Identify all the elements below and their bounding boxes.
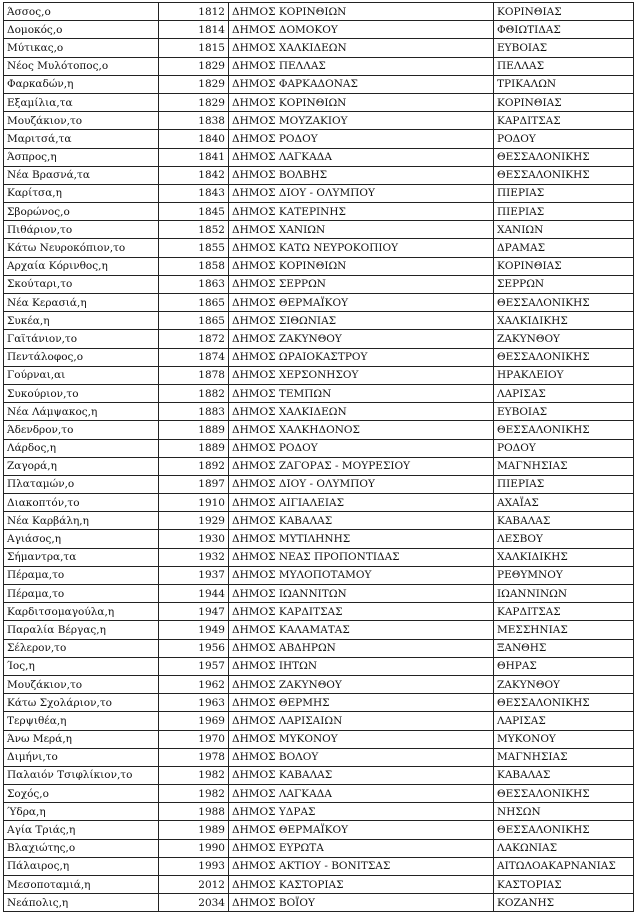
cell-prefecture: ΙΩΑΝΝΙΝΩΝ — [494, 585, 634, 603]
cell-prefecture: ΣΕΡΡΩΝ — [494, 275, 634, 293]
cell-settlement-name: Παραλία Βέργας,η — [4, 621, 159, 639]
cell-settlement-name: Άσπρος,η — [4, 148, 159, 166]
cell-settlement-name: Σοχός,ο — [4, 785, 159, 803]
table-row — [4, 494, 634, 512]
table-row — [4, 821, 634, 839]
cell-year: 1815 — [159, 39, 229, 57]
cell-prefecture: ΘΕΣΣΑΛΟΝΙΚΗΣ — [494, 785, 634, 803]
cell-municipality: ΔΗΜΟΣ ΜΥΤΙΛΗΝΗΣ — [229, 530, 494, 548]
table-row — [4, 148, 634, 166]
table-row — [4, 766, 634, 784]
cell-settlement-name: Γούρναι,αι — [4, 366, 159, 384]
cell-year: 1932 — [159, 548, 229, 566]
cell-prefecture: ΗΡΑΚΛΕΙΟΥ — [494, 366, 634, 384]
cell-municipality: ΔΗΜΟΣ ΠΕΛΛΑΣ — [229, 57, 494, 75]
table-row — [4, 384, 634, 402]
cell-settlement-name: Γαϊτάνιον,το — [4, 330, 159, 348]
cell-prefecture: ΠΙΕΡΙΑΣ — [494, 203, 634, 221]
table-row — [4, 57, 634, 75]
table-row — [4, 785, 634, 803]
cell-settlement-name: Σβορώνος,ο — [4, 203, 159, 221]
cell-prefecture: ΛΑΡΙΣΑΣ — [494, 712, 634, 730]
table-row — [4, 603, 634, 621]
cell-prefecture: ΤΡΙΚΑΛΩΝ — [494, 75, 634, 93]
cell-municipality: ΔΗΜΟΣ ΜΟΥΖΑΚΙΟΥ — [229, 112, 494, 130]
cell-municipality: ΔΗΜΟΣ ΧΕΡΣΟΝΗΣΟΥ — [229, 366, 494, 384]
cell-settlement-name: Πλαταμών,ο — [4, 475, 159, 493]
table-row — [4, 312, 634, 330]
cell-municipality: ΔΗΜΟΣ ΚΑΒΑΛΑΣ — [229, 766, 494, 784]
table-row — [4, 221, 634, 239]
cell-municipality: ΔΗΜΟΣ ΙΗΤΩΝ — [229, 657, 494, 675]
cell-year: 1956 — [159, 639, 229, 657]
table-row — [4, 748, 634, 766]
cell-settlement-name: Κάτω Νευροκόπιον,το — [4, 239, 159, 257]
cell-settlement-name: Άσσος,ο — [4, 3, 159, 21]
cell-year: 1957 — [159, 657, 229, 675]
cell-prefecture: ΡΕΘΥΜΝΟΥ — [494, 566, 634, 584]
cell-prefecture: ΕΥΒΟΙΑΣ — [494, 39, 634, 57]
cell-prefecture: ΚΟΡΙΝΘΙΑΣ — [494, 3, 634, 21]
cell-year: 1863 — [159, 275, 229, 293]
cell-settlement-name: Άνω Μερά,η — [4, 730, 159, 748]
cell-settlement-name: Νέα Κερασιά,η — [4, 294, 159, 312]
cell-settlement-name: Φαρκαδών,η — [4, 75, 159, 93]
cell-year: 1937 — [159, 566, 229, 584]
cell-municipality: ΔΗΜΟΣ ΥΔΡΑΣ — [229, 803, 494, 821]
table-row — [4, 512, 634, 530]
cell-settlement-name: Ζαγορά,η — [4, 457, 159, 475]
cell-year: 1812 — [159, 3, 229, 21]
cell-year: 1883 — [159, 403, 229, 421]
cell-municipality: ΔΗΜΟΣ ΖΑΚΥΝΘΟΥ — [229, 330, 494, 348]
table-row — [4, 857, 634, 875]
cell-settlement-name: Πέραμα,το — [4, 566, 159, 584]
table-row — [4, 330, 634, 348]
table-row — [4, 421, 634, 439]
cell-prefecture: ΑΧΑΪΑΣ — [494, 494, 634, 512]
cell-prefecture: ΚΟΡΙΝΘΙΑΣ — [494, 257, 634, 275]
table-row — [4, 475, 634, 493]
cell-prefecture: ΕΥΒΟΙΑΣ — [494, 403, 634, 421]
table-row — [4, 694, 634, 712]
table-row — [4, 166, 634, 184]
cell-municipality: ΔΗΜΟΣ ΧΑΝΙΩΝ — [229, 221, 494, 239]
cell-municipality: ΔΗΜΟΣ ΧΑΛΚΙΔΕΩΝ — [229, 403, 494, 421]
table-row — [4, 730, 634, 748]
cell-settlement-name: Μουζάκιον,το — [4, 112, 159, 130]
cell-settlement-name: Αρχαία Κόρινθος,η — [4, 257, 159, 275]
cell-prefecture: ΠΙΕΡΙΑΣ — [494, 184, 634, 202]
cell-prefecture: ΡΟΔΟΥ — [494, 130, 634, 148]
cell-year: 1829 — [159, 75, 229, 93]
cell-settlement-name: Διμήνι,το — [4, 748, 159, 766]
cell-municipality: ΔΗΜΟΣ ΡΟΔΟΥ — [229, 130, 494, 148]
cell-municipality: ΔΗΜΟΣ ΚΑΒΑΛΑΣ — [229, 512, 494, 530]
cell-year: 2012 — [159, 876, 229, 894]
cell-prefecture: ΘΗΡΑΣ — [494, 657, 634, 675]
cell-year: 1841 — [159, 148, 229, 166]
cell-settlement-name: Λάρδος,η — [4, 439, 159, 457]
table-row — [4, 184, 634, 202]
cell-settlement-name: Εξαμίλια,τα — [4, 93, 159, 111]
table-row — [4, 275, 634, 293]
cell-year: 1969 — [159, 712, 229, 730]
cell-municipality: ΔΗΜΟΣ ΣΕΡΡΩΝ — [229, 275, 494, 293]
table-row — [4, 621, 634, 639]
cell-prefecture: ΚΟΖΑΝΗΣ — [494, 894, 634, 912]
cell-municipality: ΔΗΜΟΣ ΔΙΟΥ - ΟΛΥΜΠΟΥ — [229, 184, 494, 202]
table-row — [4, 803, 634, 821]
cell-settlement-name: Καρίτσα,η — [4, 184, 159, 202]
table-row — [4, 203, 634, 221]
cell-prefecture: ΠΕΛΛΑΣ — [494, 57, 634, 75]
cell-municipality: ΔΗΜΟΣ ΚΟΡΙΝΘΙΩΝ — [229, 257, 494, 275]
cell-settlement-name: Μεσοποταμιά,η — [4, 876, 159, 894]
table-row — [4, 530, 634, 548]
table-row — [4, 39, 634, 57]
cell-settlement-name: Παλαιόν Τσιφλίκιον,το — [4, 766, 159, 784]
cell-settlement-name: Δομοκός,ο — [4, 21, 159, 39]
cell-prefecture: ΚΟΡΙΝΘΙΑΣ — [494, 93, 634, 111]
cell-year: 1865 — [159, 312, 229, 330]
cell-prefecture: ΚΑΒΑΛΑΣ — [494, 512, 634, 530]
cell-settlement-name: Αγιάσος,η — [4, 530, 159, 548]
table-row — [4, 457, 634, 475]
table-row — [4, 548, 634, 566]
cell-prefecture: ΖΑΚΥΝΘΟΥ — [494, 330, 634, 348]
cell-municipality: ΔΗΜΟΣ ΛΑΡΙΣΑΙΩΝ — [229, 712, 494, 730]
cell-settlement-name: Πέραμα,το — [4, 585, 159, 603]
table-row — [4, 675, 634, 693]
cell-settlement-name: Νέα Βρασνά,τα — [4, 166, 159, 184]
cell-municipality: ΔΗΜΟΣ ΜΥΚΟΝΟΥ — [229, 730, 494, 748]
cell-municipality: ΔΗΜΟΣ ΖΑΓΟΡΑΣ - ΜΟΥΡΕΣΙΟΥ — [229, 457, 494, 475]
cell-settlement-name: Ύδρα,η — [4, 803, 159, 821]
cell-prefecture: ΚΑΡΔΙΤΣΑΣ — [494, 112, 634, 130]
cell-prefecture: ΧΑΝΙΩΝ — [494, 221, 634, 239]
cell-prefecture: ΘΕΣΣΑΛΟΝΙΚΗΣ — [494, 294, 634, 312]
cell-year: 1845 — [159, 203, 229, 221]
cell-year: 1889 — [159, 439, 229, 457]
cell-municipality: ΔΗΜΟΣ ΚΑΤΕΡΙΝΗΣ — [229, 203, 494, 221]
cell-year: 1858 — [159, 257, 229, 275]
cell-settlement-name: Πιθάριον,το — [4, 221, 159, 239]
cell-year: 1978 — [159, 748, 229, 766]
cell-year: 1865 — [159, 294, 229, 312]
cell-year: 1855 — [159, 239, 229, 257]
cell-year: 1874 — [159, 348, 229, 366]
cell-settlement-name: Συκέα,η — [4, 312, 159, 330]
cell-year: 2034 — [159, 894, 229, 912]
cell-prefecture: ΡΟΔΟΥ — [494, 439, 634, 457]
cell-municipality: ΔΗΜΟΣ ΒΟΪΟΥ — [229, 894, 494, 912]
cell-municipality: ΔΗΜΟΣ ΧΑΛΚΗΔΟΝΟΣ — [229, 421, 494, 439]
cell-year: 1949 — [159, 621, 229, 639]
cell-year: 1842 — [159, 166, 229, 184]
cell-municipality: ΔΗΜΟΣ ΦΑΡΚΑΔΟΝΑΣ — [229, 75, 494, 93]
table-row — [4, 75, 634, 93]
cell-municipality: ΔΗΜΟΣ ΚΑΤΩ ΝΕΥΡΟΚΟΠΙΟΥ — [229, 239, 494, 257]
cell-municipality: ΔΗΜΟΣ ΑΒΔΗΡΩΝ — [229, 639, 494, 657]
cell-prefecture: ΜΑΓΝΗΣΙΑΣ — [494, 457, 634, 475]
cell-settlement-name: Βλαχιώτης,ο — [4, 839, 159, 857]
table-row — [4, 566, 634, 584]
table-row — [4, 257, 634, 275]
cell-year: 1843 — [159, 184, 229, 202]
cell-settlement-name: Κάτω Σχολάριον,το — [4, 694, 159, 712]
cell-year: 1897 — [159, 475, 229, 493]
cell-year: 1993 — [159, 857, 229, 875]
cell-municipality: ΔΗΜΟΣ ΖΑΚΥΝΘΟΥ — [229, 675, 494, 693]
cell-municipality: ΔΗΜΟΣ ΚΟΡΙΝΘΙΩΝ — [229, 93, 494, 111]
cell-prefecture: ΖΑΚΥΝΘΟΥ — [494, 675, 634, 693]
table-row — [4, 348, 634, 366]
cell-municipality: ΔΗΜΟΣ ΣΙΘΩΝΙΑΣ — [229, 312, 494, 330]
cell-year: 1814 — [159, 21, 229, 39]
cell-prefecture: ΛΑΚΩΝΙΑΣ — [494, 839, 634, 857]
cell-municipality: ΔΗΜΟΣ ΚΑΛΑΜΑΤΑΣ — [229, 621, 494, 639]
cell-prefecture: ΘΕΣΣΑΛΟΝΙΚΗΣ — [494, 166, 634, 184]
cell-municipality: ΔΗΜΟΣ ΘΕΡΜΗΣ — [229, 694, 494, 712]
settlements-table — [3, 2, 634, 912]
cell-municipality: ΔΗΜΟΣ ΚΟΡΙΝΘΙΩΝ — [229, 3, 494, 21]
cell-municipality: ΔΗΜΟΣ ΚΑΣΤΟΡΙΑΣ — [229, 876, 494, 894]
cell-year: 1840 — [159, 130, 229, 148]
cell-year: 1910 — [159, 494, 229, 512]
cell-prefecture: ΝΗΣΩΝ — [494, 803, 634, 821]
cell-municipality: ΔΗΜΟΣ ΡΟΔΟΥ — [229, 439, 494, 457]
cell-settlement-name: Μουζάκιον,το — [4, 675, 159, 693]
cell-year: 1889 — [159, 421, 229, 439]
table-row — [4, 585, 634, 603]
cell-municipality: ΔΗΜΟΣ ΙΩΑΝΝΙΤΩΝ — [229, 585, 494, 603]
cell-municipality: ΔΗΜΟΣ ΔΙΟΥ - ΟΛΥΜΠΟΥ — [229, 475, 494, 493]
cell-settlement-name: Άδενδρον,το — [4, 421, 159, 439]
table-row — [4, 894, 634, 912]
cell-prefecture: ΛΕΣΒΟΥ — [494, 530, 634, 548]
cell-settlement-name: Σήμαντρα,τα — [4, 548, 159, 566]
cell-prefecture: ΜΑΓΝΗΣΙΑΣ — [494, 748, 634, 766]
cell-settlement-name: Διακοπτόν,το — [4, 494, 159, 512]
cell-year: 1947 — [159, 603, 229, 621]
cell-municipality: ΔΗΜΟΣ ΔΟΜΟΚΟΥ — [229, 21, 494, 39]
cell-year: 1929 — [159, 512, 229, 530]
cell-prefecture: ΔΡΑΜΑΣ — [494, 239, 634, 257]
cell-year: 1989 — [159, 821, 229, 839]
cell-settlement-name: Ίος,η — [4, 657, 159, 675]
cell-municipality: ΔΗΜΟΣ ΑΚΤΙΟΥ - ΒΟΝΙΤΣΑΣ — [229, 857, 494, 875]
table-row — [4, 3, 634, 21]
table-row — [4, 403, 634, 421]
cell-prefecture: ΧΑΛΚΙΔΙΚΗΣ — [494, 312, 634, 330]
cell-prefecture: ΜΥΚΟΝΟΥ — [494, 730, 634, 748]
table-row — [4, 639, 634, 657]
cell-municipality: ΔΗΜΟΣ ΒΟΛΟΥ — [229, 748, 494, 766]
cell-municipality: ΔΗΜΟΣ ΛΑΓΚΑΔΑ — [229, 148, 494, 166]
table-row — [4, 130, 634, 148]
cell-year: 1930 — [159, 530, 229, 548]
cell-prefecture: ΧΑΛΚΙΔΙΚΗΣ — [494, 548, 634, 566]
cell-year: 1892 — [159, 457, 229, 475]
table-row — [4, 112, 634, 130]
cell-settlement-name: Νέα Καρβάλη,η — [4, 512, 159, 530]
table-row — [4, 21, 634, 39]
cell-prefecture: ΛΑΡΙΣΑΣ — [494, 384, 634, 402]
table-row — [4, 294, 634, 312]
table-row — [4, 839, 634, 857]
cell-prefecture: ΑΙΤΩΛΟΑΚΑΡΝΑΝΙΑΣ — [494, 857, 634, 875]
cell-year: 1982 — [159, 766, 229, 784]
cell-municipality: ΔΗΜΟΣ ΑΙΓΙΑΛΕΙΑΣ — [229, 494, 494, 512]
cell-municipality: ΔΗΜΟΣ ΧΑΛΚΙΔΕΩΝ — [229, 39, 494, 57]
table-row — [4, 657, 634, 675]
cell-settlement-name: Νέα Λάμψακος,η — [4, 403, 159, 421]
cell-year: 1872 — [159, 330, 229, 348]
cell-year: 1852 — [159, 221, 229, 239]
table-row — [4, 239, 634, 257]
cell-municipality: ΔΗΜΟΣ ΘΕΡΜΑΪΚΟΥ — [229, 821, 494, 839]
cell-settlement-name: Μαριτσά,τα — [4, 130, 159, 148]
cell-year: 1878 — [159, 366, 229, 384]
cell-year: 1990 — [159, 839, 229, 857]
cell-year: 1970 — [159, 730, 229, 748]
cell-year: 1829 — [159, 57, 229, 75]
table-row — [4, 712, 634, 730]
cell-prefecture: ΜΕΣΣΗΝΙΑΣ — [494, 621, 634, 639]
cell-settlement-name: Νεάπολις,η — [4, 894, 159, 912]
cell-municipality: ΔΗΜΟΣ ΤΕΜΠΩΝ — [229, 384, 494, 402]
cell-settlement-name: Καρδιτσομαγούλα,η — [4, 603, 159, 621]
cell-municipality: ΔΗΜΟΣ ΝΕΑΣ ΠΡΟΠΟΝΤΙΔΑΣ — [229, 548, 494, 566]
table-row — [4, 93, 634, 111]
cell-prefecture: ΚΑΡΔΙΤΣΑΣ — [494, 603, 634, 621]
table-row — [4, 439, 634, 457]
cell-prefecture: ΘΕΣΣΑΛΟΝΙΚΗΣ — [494, 694, 634, 712]
cell-prefecture: ΦΘΙΩΤΙΔΑΣ — [494, 21, 634, 39]
cell-year: 1944 — [159, 585, 229, 603]
cell-prefecture: ΘΕΣΣΑΛΟΝΙΚΗΣ — [494, 821, 634, 839]
cell-settlement-name: Σέλερον,το — [4, 639, 159, 657]
cell-municipality: ΔΗΜΟΣ ΚΑΡΔΙΤΣΑΣ — [229, 603, 494, 621]
cell-settlement-name: Πάλαιρος,η — [4, 857, 159, 875]
cell-prefecture: ΚΑΒΑΛΑΣ — [494, 766, 634, 784]
cell-municipality: ΔΗΜΟΣ ΛΑΓΚΑΔΑ — [229, 785, 494, 803]
cell-year: 1962 — [159, 675, 229, 693]
cell-municipality: ΔΗΜΟΣ ΒΟΛΒΗΣ — [229, 166, 494, 184]
cell-settlement-name: Αγία Τριάς,η — [4, 821, 159, 839]
cell-settlement-name: Πεντάλοφος,ο — [4, 348, 159, 366]
cell-year: 1982 — [159, 785, 229, 803]
cell-year: 1963 — [159, 694, 229, 712]
cell-prefecture: ΠΙΕΡΙΑΣ — [494, 475, 634, 493]
cell-year: 1882 — [159, 384, 229, 402]
table-body — [4, 3, 634, 912]
cell-municipality: ΔΗΜΟΣ ΕΥΡΩΤΑ — [229, 839, 494, 857]
cell-year: 1829 — [159, 93, 229, 111]
cell-settlement-name: Συκούριον,το — [4, 384, 159, 402]
cell-year: 1838 — [159, 112, 229, 130]
table-row — [4, 366, 634, 384]
table-row — [4, 876, 634, 894]
cell-municipality: ΔΗΜΟΣ ΩΡΑΙΟΚΑΣΤΡΟΥ — [229, 348, 494, 366]
cell-prefecture: ΘΕΣΣΑΛΟΝΙΚΗΣ — [494, 148, 634, 166]
cell-settlement-name: Μύτικας,ο — [4, 39, 159, 57]
cell-prefecture: ΞΑΝΘΗΣ — [494, 639, 634, 657]
cell-municipality: ΔΗΜΟΣ ΜΥΛΟΠΟΤΑΜΟΥ — [229, 566, 494, 584]
cell-municipality: ΔΗΜΟΣ ΘΕΡΜΑΪΚΟΥ — [229, 294, 494, 312]
cell-settlement-name: Τερψιθέα,η — [4, 712, 159, 730]
cell-prefecture: ΘΕΣΣΑΛΟΝΙΚΗΣ — [494, 348, 634, 366]
cell-prefecture: ΘΕΣΣΑΛΟΝΙΚΗΣ — [494, 421, 634, 439]
cell-settlement-name: Σκούταρι,το — [4, 275, 159, 293]
cell-year: 1988 — [159, 803, 229, 821]
cell-settlement-name: Νέος Μυλότοπος,ο — [4, 57, 159, 75]
cell-prefecture: ΚΑΣΤΟΡΙΑΣ — [494, 876, 634, 894]
